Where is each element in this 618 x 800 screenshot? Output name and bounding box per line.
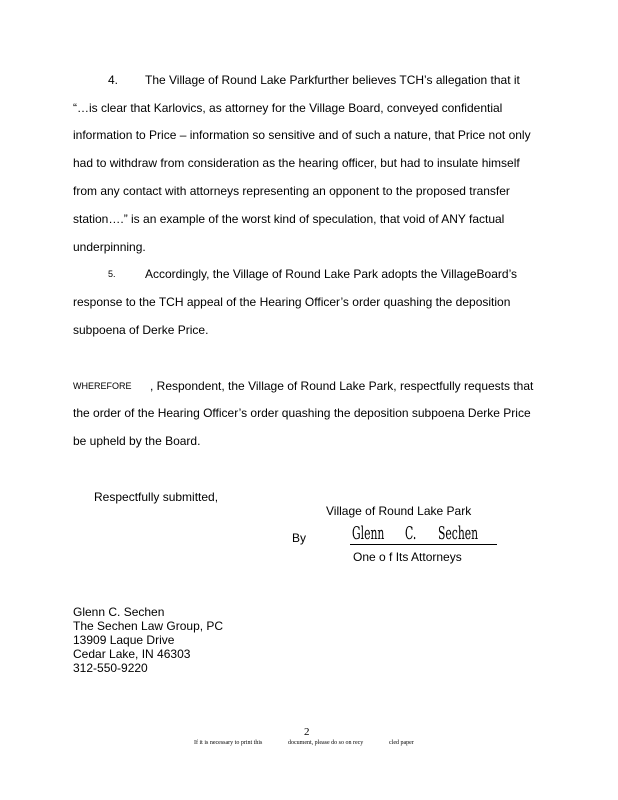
- address-line: Glenn C. Sechen: [73, 605, 165, 619]
- page-number: 2: [304, 726, 310, 738]
- closing-text: Respectfully submitted,: [94, 490, 219, 504]
- party-name: Village of Round Lake Park: [326, 504, 472, 518]
- signature-middle: C.: [405, 523, 417, 544]
- signature-first: Glenn: [352, 523, 385, 544]
- paragraph-4-line: had to withdraw from consideration as the hearing officer, but had to insulate himself: [73, 156, 520, 170]
- attorney-role: One o f Its Attorneys: [353, 550, 462, 564]
- paragraph-4-line: The Village of Round Lake Parkfurther believes TCH’s allegation that it: [145, 73, 520, 87]
- signature-line: [350, 544, 497, 545]
- address-line: 312-550-9220: [73, 661, 148, 675]
- footer-text: document, please do so on recy: [288, 740, 364, 746]
- paragraph-4-line: underpinning.: [73, 240, 146, 254]
- paragraph-4-line: “…is clear that Karlovics, as attorney for the Village Board, conveyed confidential: [73, 101, 503, 115]
- address-line: The Sechen Law Group, PC: [73, 619, 224, 633]
- wherefore-line: , Respondent, the Village of Round Lake Park, respectfully requests that: [150, 379, 534, 393]
- paragraph-5-line: Accordingly, the Village of Round Lake Park adopts the VillageBoard’s: [145, 267, 518, 281]
- wherefore-label: WHEREFORE: [73, 381, 132, 391]
- paragraph-4-line: from any contact with attorneys representing an opponent to the proposed transfer: [73, 184, 510, 198]
- address-line: 13909 Laque Drive: [73, 633, 175, 647]
- paragraph-4-number: 4.: [108, 73, 119, 87]
- wherefore-line: the order of the Hearing Officer’s order quashing the deposition subpoena Derke Price: [73, 406, 531, 420]
- paragraph-5-line: response to the TCH appeal of the Hearing Officer’s order quashing the deposition: [73, 295, 511, 309]
- paragraph-5-line: subpoena of Derke Price.: [73, 323, 209, 337]
- signature-last: Sechen: [438, 523, 479, 544]
- footer-text: cled paper: [389, 740, 414, 746]
- footer-text: If it is necessary to print this: [194, 740, 263, 746]
- wherefore-line: be upheld by the Board.: [73, 434, 201, 448]
- paragraph-4-line: station….” is an example of the worst kind of speculation, that void of ANY factual: [73, 212, 505, 226]
- paragraph-4-line: information to Price – information so sensitive and of such a nature, that Price not only: [73, 128, 531, 142]
- by-label: By: [292, 531, 307, 545]
- paragraph-5-number: 5.: [108, 269, 116, 279]
- address-line: Cedar Lake, IN 46303: [73, 647, 191, 661]
